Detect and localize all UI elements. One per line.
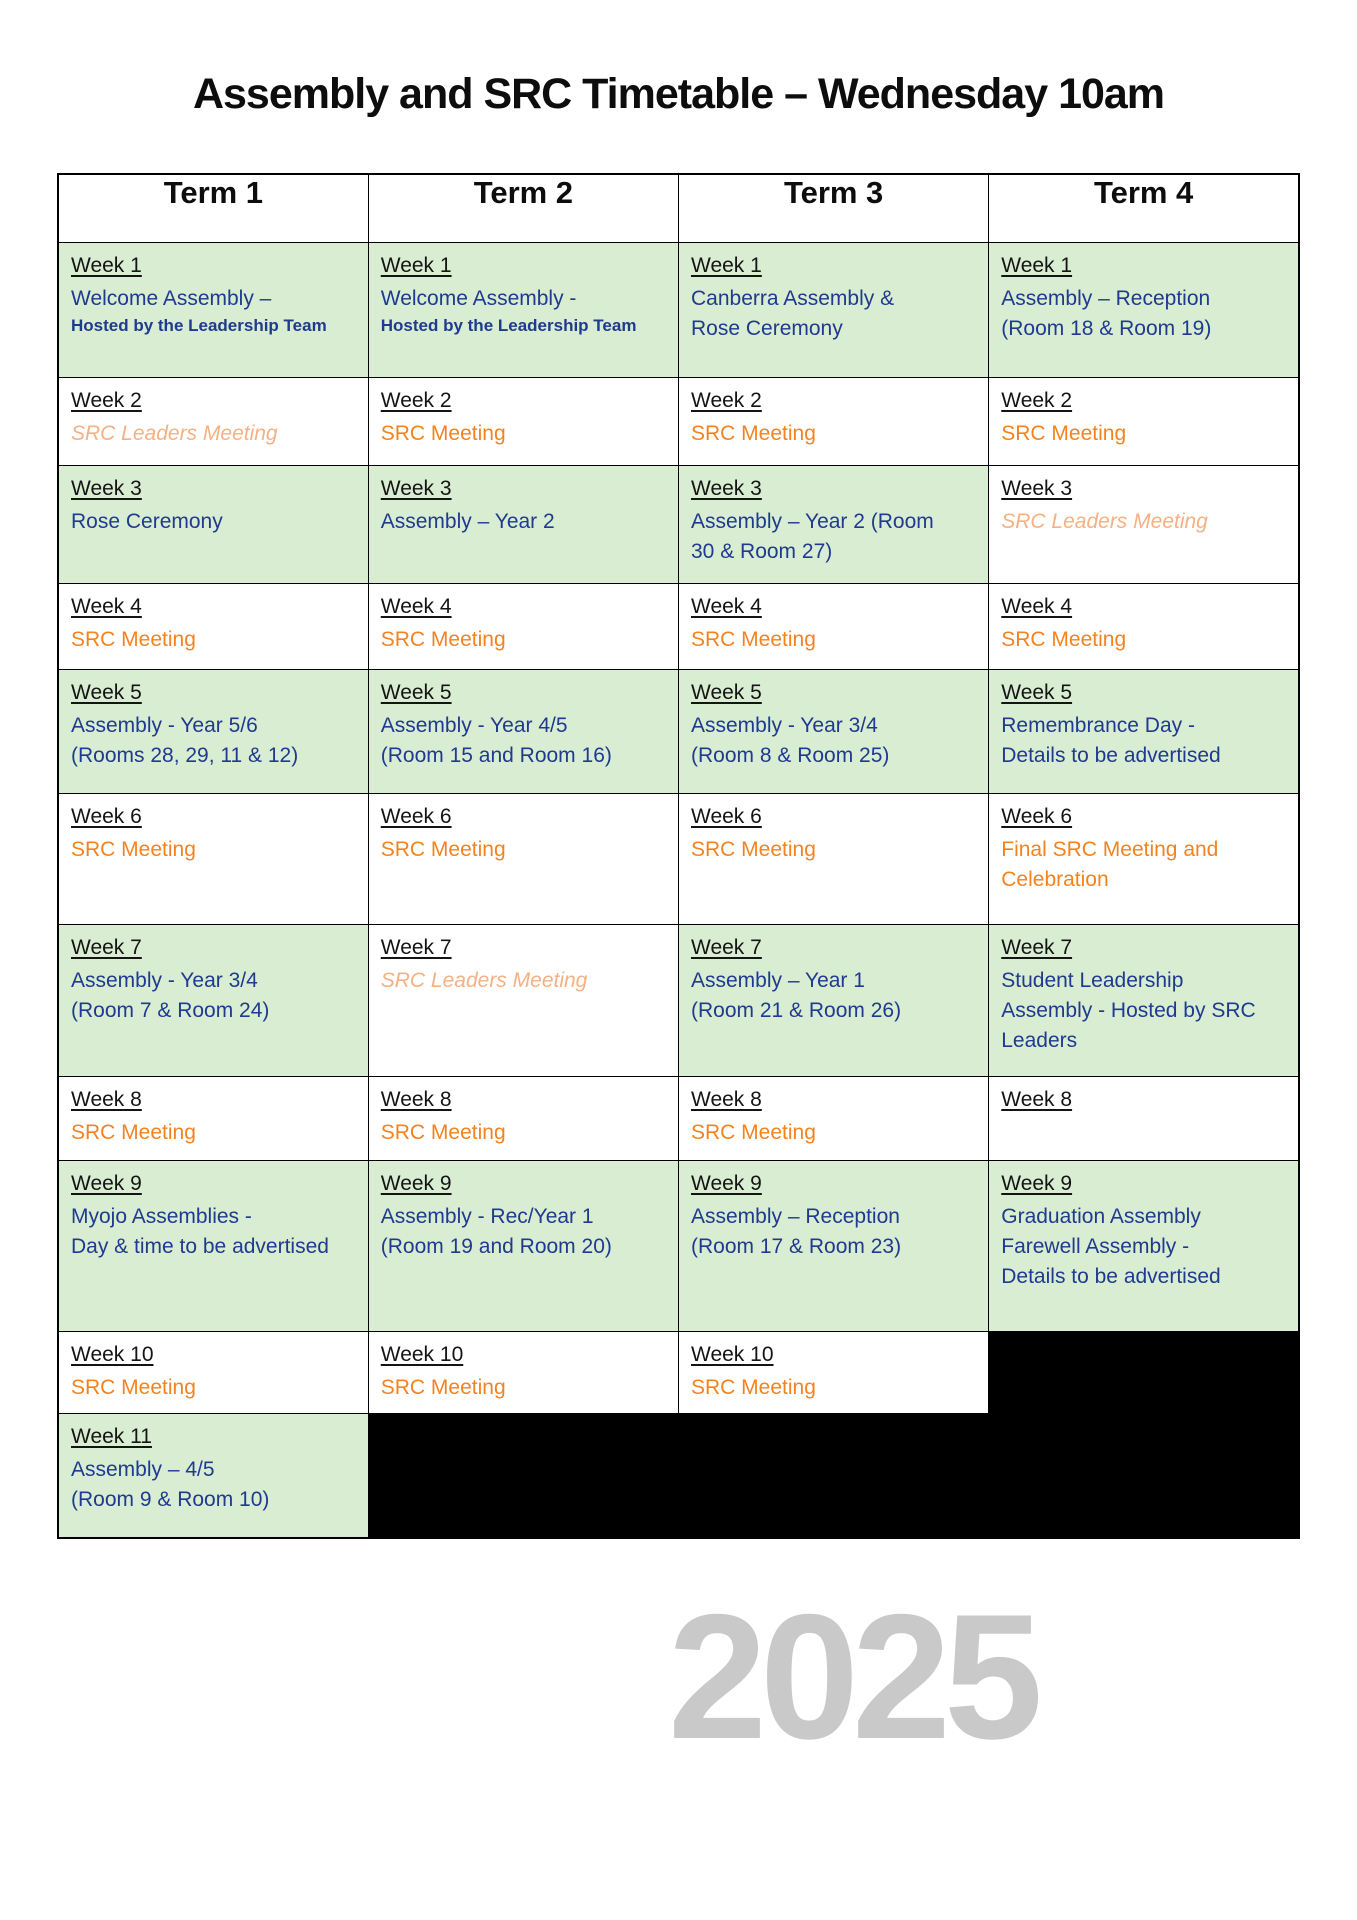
event-text: Welcome Assembly – — [71, 287, 272, 311]
week-label: Week 4 — [1001, 594, 1073, 618]
week-label: Week 9 — [1001, 1171, 1073, 1195]
event-text: Assembly – 4/5 — [71, 1458, 215, 1482]
event-text: SRC Meeting — [71, 838, 196, 862]
week-label: Week 1 — [1001, 253, 1073, 277]
event-text: Welcome Assembly - — [380, 287, 577, 311]
event-text: SRC Meeting — [1001, 422, 1127, 446]
cell-term1-week-6 — [58, 793, 368, 924]
week-label: Week 2 — [691, 388, 762, 412]
week-label: Week 7 — [380, 935, 452, 959]
cell-term3-week-6 — [679, 793, 989, 924]
event-text: Assembly – Year 2 (Room — [691, 510, 934, 534]
event-text: SRC Meeting — [71, 1121, 196, 1145]
week-label: Week 8 — [380, 1087, 452, 1111]
event-text: SRC Meeting — [380, 422, 506, 446]
cell-term4-week-1 — [989, 242, 1299, 377]
week-label: Week 6 — [380, 804, 452, 828]
event-text: Farewell Assembly - — [1001, 1235, 1190, 1259]
week-label: Week 9 — [691, 1171, 762, 1195]
week-label: Week 8 — [1001, 1087, 1073, 1111]
cell-term2-week-7 — [368, 924, 678, 1076]
event-text: Hosted by the Leadership Team — [380, 316, 637, 336]
event-text: (Room 21 & Room 26) — [691, 999, 902, 1023]
cell-term2-blacked-out — [368, 1413, 678, 1538]
week-label: Week 4 — [71, 594, 142, 618]
event-text: Assembly - Year 5/6 — [71, 714, 258, 738]
cell-term4-week-4 — [989, 583, 1299, 669]
week-label: Week 3 — [380, 476, 452, 500]
week-label: Week 10 — [71, 1342, 154, 1366]
event-text: Assembly – Reception — [1001, 287, 1211, 311]
week-label: Week 2 — [1001, 388, 1073, 412]
event-text: SRC Meeting — [380, 1121, 506, 1145]
week-label: Week 6 — [71, 804, 142, 828]
event-text: Rose Ceremony — [71, 510, 223, 534]
week-label: Week 2 — [380, 388, 452, 412]
year-watermark: 2025 — [668, 1577, 1036, 1776]
header-term-2: Term 2 — [368, 174, 678, 242]
event-text: Myojo Assemblies - — [71, 1205, 252, 1229]
cell-term2-week-9 — [368, 1160, 678, 1331]
week-label: Week 5 — [71, 680, 142, 704]
cell-term2-week-10 — [368, 1331, 678, 1413]
event-text: SRC Leaders Meeting — [71, 422, 278, 446]
timetable-row — [58, 1331, 1299, 1413]
week-label: Week 7 — [71, 935, 142, 959]
timetable-row — [58, 924, 1299, 1076]
cell-term4-week-5 — [989, 669, 1299, 793]
cell-term3-week-7 — [679, 924, 989, 1076]
header-term-3: Term 3 — [679, 174, 989, 242]
event-text: Assembly - Hosted by SRC — [1001, 999, 1256, 1023]
cell-term2-week-6 — [368, 793, 678, 924]
event-text: Canberra Assembly & — [691, 287, 895, 311]
page-title: Assembly and SRC Timetable – Wednesday 10am — [192, 70, 1165, 118]
event-text: SRC Meeting — [691, 422, 816, 446]
event-text: SRC Meeting — [71, 628, 196, 652]
event-text: SRC Meeting — [380, 838, 506, 862]
timetable-row — [58, 377, 1299, 465]
week-label: Week 8 — [71, 1087, 142, 1111]
cell-term2-week-5 — [368, 669, 678, 793]
cell-term3-week-4 — [679, 583, 989, 669]
event-text: Hosted by the Leadership Team — [71, 316, 327, 336]
cell-term4-blacked-out — [989, 1331, 1299, 1413]
event-text: SRC Meeting — [691, 628, 816, 652]
cell-term4-week-3 — [989, 465, 1299, 583]
event-text: (Room 15 and Room 16) — [380, 744, 612, 768]
event-text: Remembrance Day - — [1001, 714, 1195, 738]
week-label: Week 7 — [691, 935, 762, 959]
cell-term3-week-10 — [679, 1331, 989, 1413]
event-text: SRC Meeting — [691, 838, 816, 862]
timetable-row — [58, 242, 1299, 377]
week-label: Week 2 — [71, 388, 142, 412]
event-text: Final SRC Meeting and — [1001, 838, 1219, 862]
week-label: Week 3 — [1001, 476, 1073, 500]
event-text: (Room 7 & Room 24) — [71, 999, 270, 1023]
event-text: Student Leadership — [1001, 969, 1184, 993]
week-label: Week 11 — [71, 1424, 152, 1448]
event-text: Assembly - Year 4/5 — [380, 714, 568, 738]
event-text: SRC Meeting — [691, 1121, 816, 1145]
header-term-4: Term 4 — [989, 174, 1299, 242]
event-text: Celebration — [1001, 868, 1109, 892]
timetable-row — [58, 1076, 1299, 1160]
event-text: Rose Ceremony — [691, 317, 843, 341]
cell-term3-week-2 — [679, 377, 989, 465]
cell-term4-week-9 — [989, 1160, 1299, 1331]
header-term-1: Term 1 — [58, 174, 368, 242]
week-label: Week 4 — [691, 594, 762, 618]
event-text: Assembly - Year 3/4 — [71, 969, 258, 993]
cell-term2-week-3 — [368, 465, 678, 583]
week-label: Week 1 — [380, 253, 452, 277]
event-text: SRC Leaders Meeting — [380, 969, 588, 993]
timetable-row — [58, 1413, 1299, 1538]
week-label: Week 5 — [1001, 680, 1073, 704]
week-label: Week 8 — [691, 1087, 762, 1111]
assembly-src-timetable — [57, 173, 1300, 1539]
event-text: (Rooms 28, 29, 11 & 12) — [71, 744, 299, 768]
event-text: (Room 9 & Room 10) — [71, 1488, 270, 1512]
week-label: Week 3 — [71, 476, 142, 500]
event-text: Assembly – Reception — [691, 1205, 900, 1229]
cell-term4-week-2 — [989, 377, 1299, 465]
event-text: Graduation Assembly — [1001, 1205, 1201, 1229]
week-label: Week 10 — [691, 1342, 774, 1366]
week-label: Week 9 — [71, 1171, 142, 1195]
event-text: Assembly – Year 2 — [380, 510, 555, 534]
event-text: SRC Meeting — [1001, 628, 1127, 652]
cell-term1-week-9 — [58, 1160, 368, 1331]
event-text: SRC Meeting — [380, 1376, 506, 1400]
event-text: (Room 19 and Room 20) — [380, 1235, 612, 1259]
event-text: Day & time to be advertised — [71, 1235, 329, 1259]
week-label: Week 6 — [691, 804, 762, 828]
cell-term1-week-11 — [58, 1413, 368, 1538]
cell-term3-week-8 — [679, 1076, 989, 1160]
event-text: Assembly - Rec/Year 1 — [380, 1205, 594, 1229]
cell-term2-week-1 — [368, 242, 678, 377]
cell-term3-week-9 — [679, 1160, 989, 1331]
cell-term4-week-7 — [989, 924, 1299, 1076]
event-text: (Room 18 & Room 19) — [1001, 317, 1212, 341]
week-label: Week 9 — [380, 1171, 452, 1195]
cell-term2-week-8 — [368, 1076, 678, 1160]
timetable-header — [58, 174, 1299, 242]
timetable-body — [58, 242, 1299, 1538]
timetable-row — [58, 583, 1299, 669]
cell-term4-week-6 — [989, 793, 1299, 924]
cell-term3-week-3 — [679, 465, 989, 583]
event-text: 30 & Room 27) — [691, 540, 833, 564]
cell-term1-week-3 — [58, 465, 368, 583]
event-text: SRC Meeting — [71, 1376, 196, 1400]
cell-term3-blacked-out — [679, 1413, 989, 1538]
week-label: Week 1 — [71, 253, 142, 277]
cell-term4-week-8 — [989, 1076, 1299, 1160]
week-label: Week 4 — [380, 594, 452, 618]
cell-term1-week-8 — [58, 1076, 368, 1160]
cell-term1-week-2 — [58, 377, 368, 465]
cell-term1-week-10 — [58, 1331, 368, 1413]
week-label: Week 1 — [691, 253, 762, 277]
cell-term1-week-4 — [58, 583, 368, 669]
cell-term4-blacked-out — [989, 1413, 1299, 1538]
week-label: Week 7 — [1001, 935, 1073, 959]
timetable-row — [58, 793, 1299, 924]
timetable-row — [58, 465, 1299, 583]
event-text: SRC Leaders Meeting — [1001, 510, 1208, 534]
event-text: SRC Meeting — [691, 1376, 816, 1400]
cell-term1-week-1 — [58, 242, 368, 377]
week-label: Week 5 — [380, 680, 452, 704]
week-label: Week 3 — [691, 476, 762, 500]
event-text: (Room 8 & Room 25) — [691, 744, 890, 768]
event-text: (Room 17 & Room 23) — [691, 1235, 902, 1259]
week-label: Week 6 — [1001, 804, 1073, 828]
cell-term1-week-7 — [58, 924, 368, 1076]
week-label: Week 5 — [691, 680, 762, 704]
event-text: Assembly – Year 1 — [691, 969, 865, 993]
cell-term1-week-5 — [58, 669, 368, 793]
event-text: Details to be advertised — [1001, 1264, 1221, 1288]
event-text: Leaders — [1001, 1028, 1078, 1052]
cell-term3-week-1 — [679, 242, 989, 377]
cell-term3-week-5 — [679, 669, 989, 793]
timetable-row — [58, 1160, 1299, 1331]
cell-term2-week-2 — [368, 377, 678, 465]
timetable-row — [58, 669, 1299, 793]
event-text: SRC Meeting — [380, 628, 506, 652]
week-label: Week 10 — [380, 1342, 464, 1366]
event-text: Assembly - Year 3/4 — [691, 714, 878, 738]
cell-term2-week-4 — [368, 583, 678, 669]
event-text: Details to be advertised — [1001, 744, 1221, 768]
